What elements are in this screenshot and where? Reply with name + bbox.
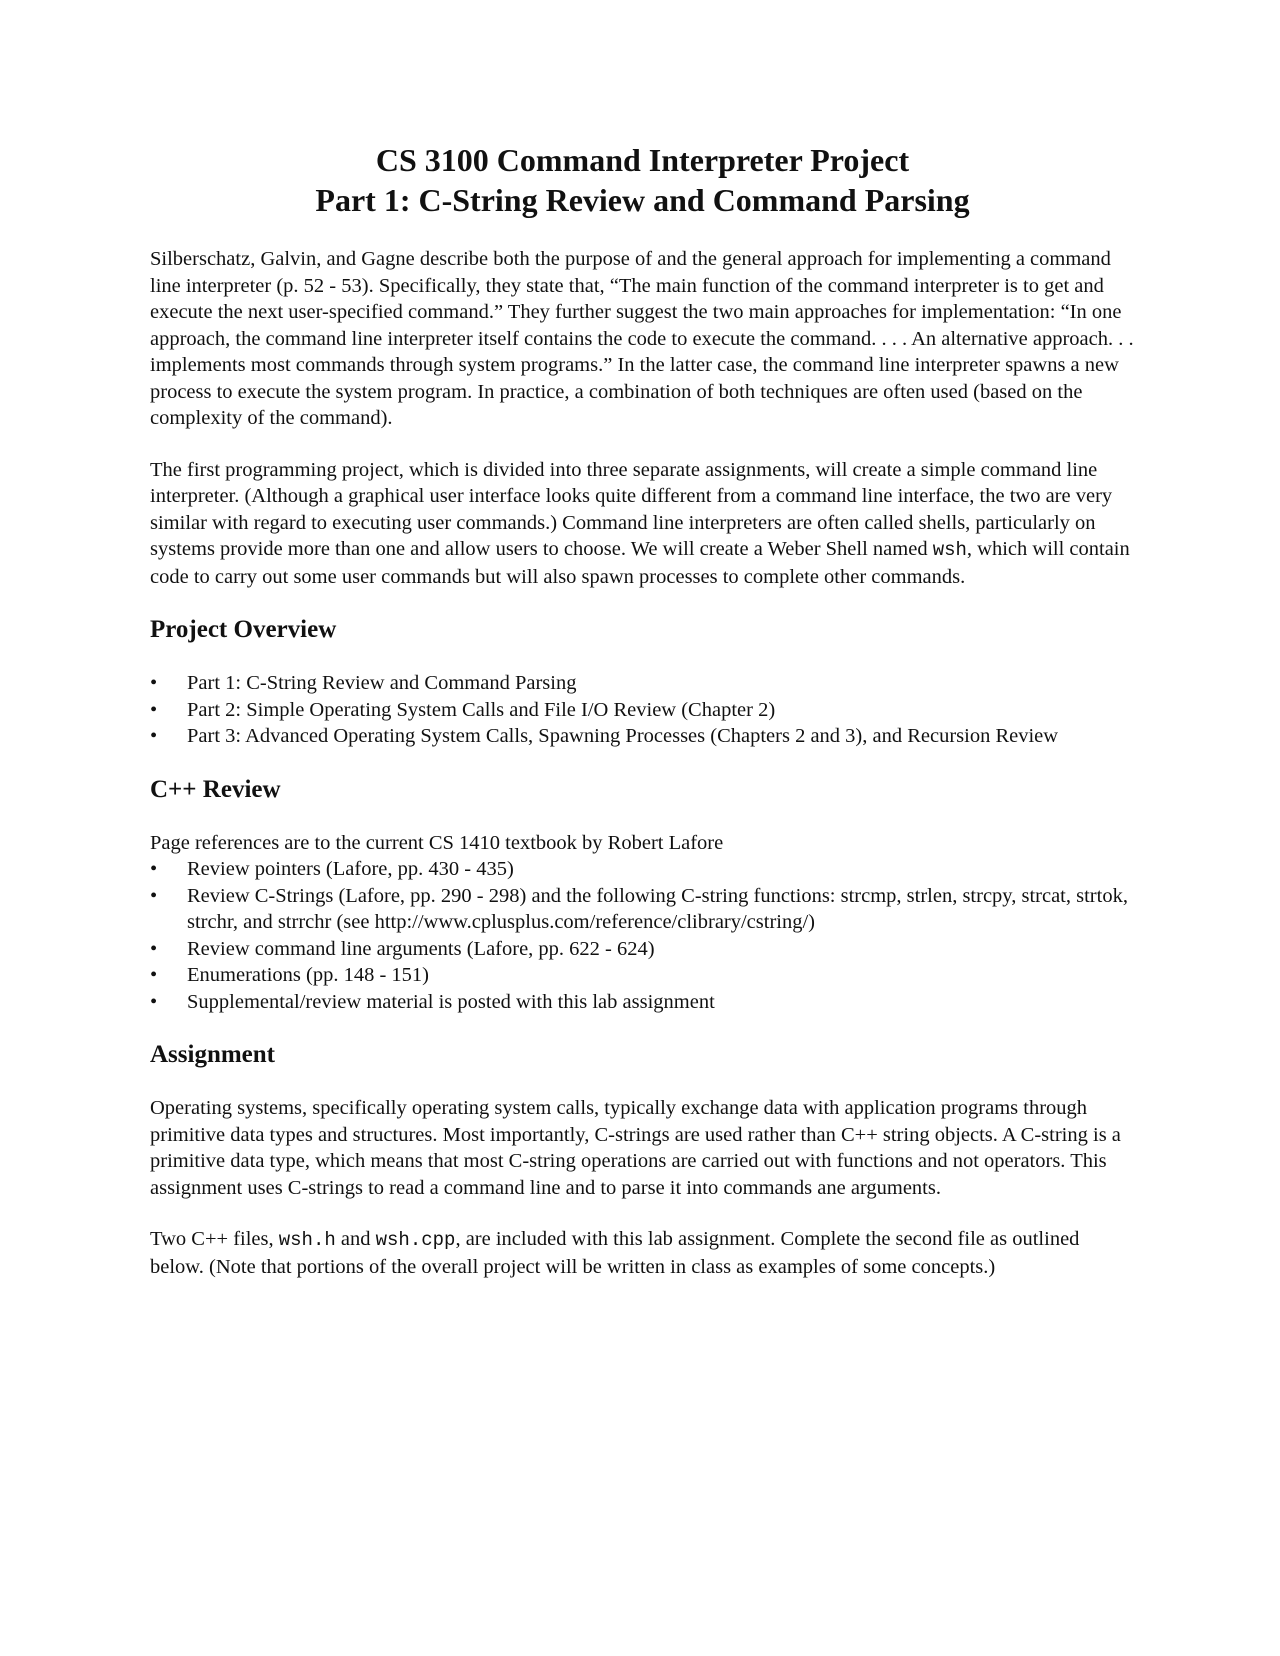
intro-paragraph-1: Silberschatz, Galvin, and Gagne describe both the purpose of and the general approach for implementing a command line interpreter (p. 52 - 53). Specifically, they state that, “The main function of the command interpreter is to get and execute the next user-specified command.” They further suggest the two main approaches for implementation: “In one approach, the command line interpreter itself contains the code to execute the command. . . . An alternative approach. . . implements most commands through system programs.” In the latter case, the command line interpreter spawns a new process to execute the system program. In practice, a combination of both techniques are often used (based on the complexity of the command). bbox=[150, 248, 1134, 429]
bullet-icon: • bbox=[150, 672, 158, 694]
intro-p2-code: wsh bbox=[932, 539, 967, 561]
list-item bbox=[150, 723, 1135, 750]
list-item-text: Supplemental/review material is posted with this lab assignment bbox=[187, 990, 715, 1013]
cpp-review-heading: C++ Review bbox=[150, 775, 281, 803]
intro-p2-text-a: The first programming project, which is divided into three separate assignments, will create a simple command line interpreter. (Although a graphical user interface looks quite different from a command line interface, the two are very similar with regard to executing user commands.) Command line interpreters are often called shells, particularly on systems provide more than one and allow users to choose. We will create a Weber Shell named bbox=[150, 458, 1113, 560]
list-item bbox=[150, 670, 1135, 697]
list-item-text: Part 3: Advanced Operating System Calls, Spawning Processes (Chapters 2 and 3), and Recursion Review bbox=[187, 725, 1059, 747]
bullet-icon: • bbox=[150, 964, 158, 986]
document-page bbox=[150, 140, 1135, 1305]
cpp-review-list bbox=[150, 856, 1135, 1015]
intro-p2-text-b: , which will contain code to carry out some user commands but will also spawn processes to complete other commands. bbox=[150, 538, 1130, 588]
assignment-paragraph-2 bbox=[150, 1226, 1135, 1280]
list-item bbox=[150, 883, 1135, 936]
assignment-p2-text-b: and bbox=[335, 1228, 376, 1250]
list-item bbox=[150, 989, 1135, 1016]
title-line-1: CS 3100 Command Interpreter Project bbox=[375, 142, 910, 178]
assignment-p2-text-a: Two C++ files, bbox=[150, 1228, 279, 1250]
title-line-2: Part 1: C-String Review and Command Parsing bbox=[315, 182, 970, 218]
intro-paragraph-2 bbox=[150, 457, 1135, 591]
document-title bbox=[150, 140, 1135, 220]
project-overview-list bbox=[150, 670, 1135, 750]
list-item-text: Enumerations (pp. 148 - 151) bbox=[187, 964, 429, 986]
list-item-text: Review C-Strings (Lafore, pp. 290 - 298) and the following C-string functions: strcmp, strlen, strcpy, strcat, strtok, strchr, and strrchr (see http://www.cplusplus.com/reference/clibrary/cstring/) bbox=[187, 884, 1128, 933]
assignment-p2-code-1: wsh.h bbox=[278, 1229, 336, 1251]
list-item-text: Part 1: C-String Review and Command Parsing bbox=[187, 672, 577, 694]
bullet-icon: • bbox=[150, 858, 158, 880]
list-item-text: Review pointers (Lafore, pp. 430 - 435) bbox=[187, 858, 514, 880]
bullet-icon: • bbox=[150, 937, 158, 960]
assignment-paragraph-1: Operating systems, specifically operating system calls, typically exchange data with application programs through primitive data types and structures. Most importantly, C-strings are used rather than C++ string objects. A C-string is a primitive data type, which means that most C-string operations are carried out with functions and not operators. This assignment uses C-strings to read a command line and to parse it into commands ane arguments. bbox=[150, 1097, 1121, 1199]
bullet-icon: • bbox=[150, 884, 158, 907]
list-item bbox=[150, 856, 1135, 883]
list-item bbox=[150, 697, 1135, 724]
assignment-heading: Assignment bbox=[150, 1041, 276, 1068]
assignment-p2-code-2: wsh.cpp bbox=[375, 1229, 456, 1251]
bullet-icon: • bbox=[150, 698, 158, 721]
list-item bbox=[150, 962, 1135, 989]
project-overview-heading: Project Overview bbox=[150, 616, 337, 643]
list-item-text: Part 2: Simple Operating System Calls and File I/O Review (Chapter 2) bbox=[187, 698, 776, 721]
bullet-icon: • bbox=[150, 725, 158, 747]
list-item bbox=[150, 936, 1135, 963]
list-item-text: Review command line arguments (Lafore, pp. 622 - 624) bbox=[187, 937, 655, 960]
bullet-icon: • bbox=[150, 990, 158, 1013]
cpp-review-lead: Page references are to the current CS 1410 textbook by Robert Lafore bbox=[150, 831, 724, 854]
assignment-p2-text-c: , are included with this lab assignment. Complete the second file as outlined below. (Note that portions of the overall project will be written in class as examples of some concepts.) bbox=[150, 1228, 1080, 1278]
